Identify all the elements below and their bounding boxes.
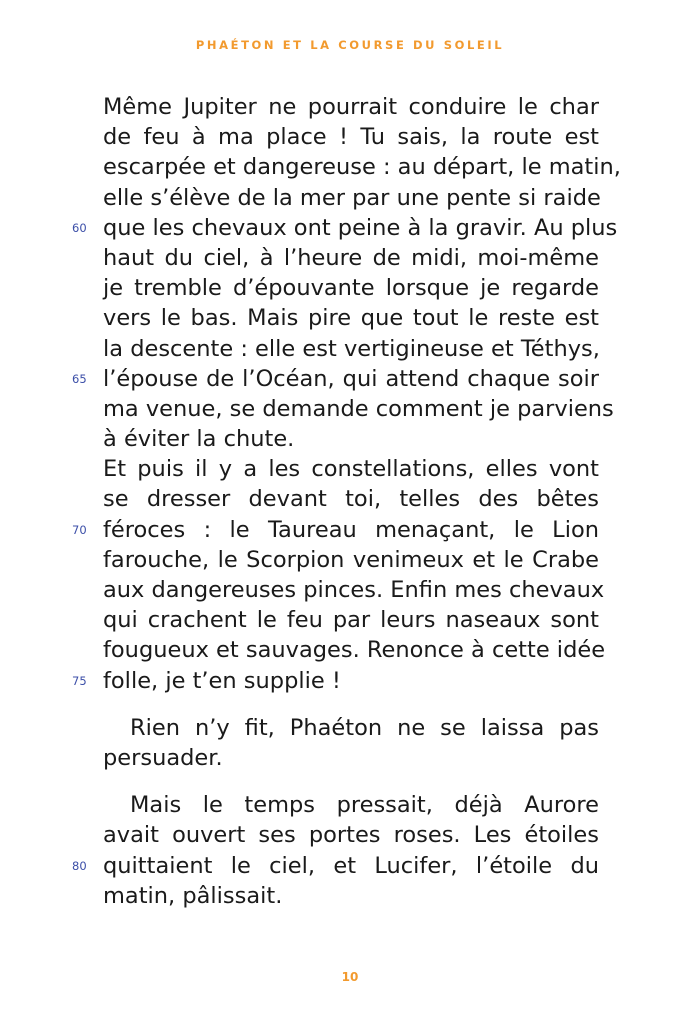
line-number: 70 — [72, 522, 87, 537]
text-line: 75 folle, je t’en supplie ! — [103, 666, 599, 696]
paragraph-gap — [103, 773, 599, 790]
text-line: 70 féroces : le Taureau menaçant, le Lion — [103, 515, 599, 545]
text-line: Rien n’y fit, Phaéton ne se laissa pas — [130, 714, 599, 741]
text-line: haut du ciel, à l’heure de midi, moi-même — [103, 244, 599, 271]
text-line: à éviter la chute. — [103, 426, 295, 453]
text-line: la descente : elle est vertigineuse et Téthys, — [103, 335, 600, 362]
text-line: escarpée et dangereuse : au départ, le matin, — [103, 154, 621, 181]
paragraph-gap — [103, 696, 599, 713]
text-line: Et puis il y a les constellations, elles vont — [103, 456, 599, 483]
line-number: 65 — [72, 371, 87, 386]
text-line: vers le bas. Mais pire que tout le reste est — [103, 305, 599, 332]
line-number: 75 — [72, 673, 87, 688]
text-line: avait ouvert ses portes roses. Les étoiles — [103, 822, 599, 849]
paragraph — [72, 790, 599, 911]
text-line: Mais le temps pressait, déjà Aurore — [130, 792, 599, 819]
text-line: aux dangereuses pinces. Enfin mes chevaux — [103, 577, 605, 603]
page-number: 10 — [341, 970, 359, 984]
text-line: se dresser devant toi, telles des bêtes — [103, 486, 599, 513]
text-line: qui crachent le feu par leurs naseaux sont — [103, 607, 599, 634]
running-header: PHAÉTON ET LA COURSE DU SOLEIL — [195, 38, 505, 52]
body-text — [72, 92, 621, 911]
text-line: 65 l’épouse de l’Océan, qui attend chaque soir — [103, 364, 599, 394]
line-number: 80 — [72, 858, 87, 873]
text-line: 60 que les chevaux ont peine à la gravir. Au plus — [103, 213, 599, 243]
line-number: 60 — [72, 220, 87, 235]
text-line: farouche, le Scorpion venimeux et le Crabe — [103, 546, 599, 573]
paragraph — [72, 92, 621, 696]
text-line: je tremble d’épouvante lorsque je regarde — [103, 275, 599, 302]
text-line: fougueux et sauvages. Renonce à cette idée — [103, 637, 606, 664]
text-line: ma venue, se demande comment je parviens — [103, 395, 614, 422]
text-line: matin, pâlissait. — [103, 882, 283, 909]
text-line: persuader. — [103, 744, 223, 771]
paragraph — [103, 713, 599, 773]
text-line: de feu à ma place ! Tu sais, la route est — [103, 124, 599, 151]
text-line: elle s’élève de la mer par une pente si raide — [103, 184, 601, 211]
text-line: Même Jupiter ne pourrait conduire le char — [103, 94, 599, 120]
text-line: 80 quittaient le ciel, et Lucifer, l’étoile du — [103, 851, 599, 881]
